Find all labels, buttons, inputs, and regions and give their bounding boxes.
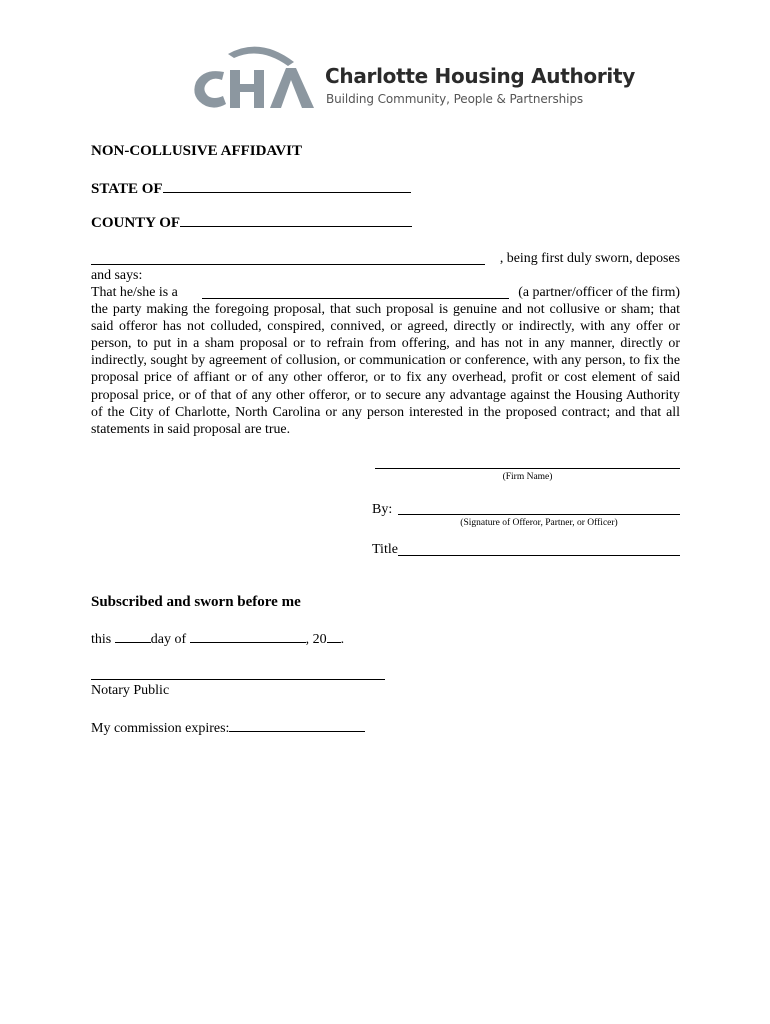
that-he-she-text: That he/she is a: [91, 285, 178, 301]
org-tagline: Building Community, People & Partnerships: [326, 92, 583, 106]
notary-signature-line[interactable]: [91, 679, 385, 680]
affidavit-body: [91, 250, 680, 438]
and-says-text: and says:: [91, 268, 143, 283]
state-blank[interactable]: [163, 180, 411, 193]
position-line: [91, 284, 680, 301]
day-blank[interactable]: [115, 630, 151, 643]
cha-logo-mark-icon: [190, 42, 325, 114]
position-blank[interactable]: [202, 284, 509, 299]
signature-caption: (Signature of Offeror, Partner, or Officer): [460, 518, 618, 528]
document-title: NON-COLLUSIVE AFFIDAVIT: [91, 143, 303, 159]
county-blank[interactable]: [180, 214, 412, 227]
year-suffix: .: [340, 632, 345, 647]
affiant-line: [91, 250, 680, 267]
commission-field: [91, 719, 365, 737]
commission-label: My commission expires:: [91, 721, 230, 736]
title-label: Title: [372, 542, 398, 557]
org-name: Charlotte Housing Authority: [325, 64, 635, 88]
title-line[interactable]: [398, 555, 680, 556]
cha-logo: [190, 42, 635, 114]
firm-name-caption: (Firm Name): [502, 472, 553, 482]
state-label: STATE OF: [91, 181, 163, 197]
notary-public-label: Notary Public: [91, 683, 170, 698]
by-label: By:: [372, 502, 393, 517]
state-field: [91, 180, 411, 198]
county-label: COUNTY OF: [91, 215, 181, 231]
affiant-name-blank[interactable]: [91, 250, 485, 265]
this-label: this: [91, 632, 112, 647]
signature-line[interactable]: [398, 514, 680, 515]
month-blank[interactable]: [190, 630, 306, 643]
year-prefix: , 20: [305, 632, 327, 647]
date-line: [91, 630, 344, 648]
partner-officer-text: (a partner/officer of the firm): [518, 285, 680, 301]
firm-name-line[interactable]: [375, 468, 680, 469]
year-blank[interactable]: [327, 630, 341, 643]
county-field: [91, 214, 412, 232]
subscribed-heading: Subscribed and sworn before me: [91, 594, 301, 610]
affidavit-paragraph: the party making the foregoing proposal, that such proposal is genuine and not collusive or sham; that said offeror has not colluded, conspired, connived, or agreed, directly or indirectly, with any offer or person, to put in a sham proposal or to refrain from offering, and has not in any manner, directly or indirectly, sought by agreement of collusion, or communication or conference, with any person, to fix the proposal price of affiant or of any other offeror, or to fix any overhead, profit or cost element of said proposal price, or of that of any other offeror, or to secure any advantage against the Housing Authority of the City of Charlotte, North Carolina or any person interested in the proposed contract; and that all statements in said proposal are true.: [91, 302, 680, 437]
commission-blank[interactable]: [229, 719, 365, 732]
deposes-text: , being first duly sworn, deposes: [499, 251, 680, 266]
day-of-label: day of: [150, 632, 187, 647]
